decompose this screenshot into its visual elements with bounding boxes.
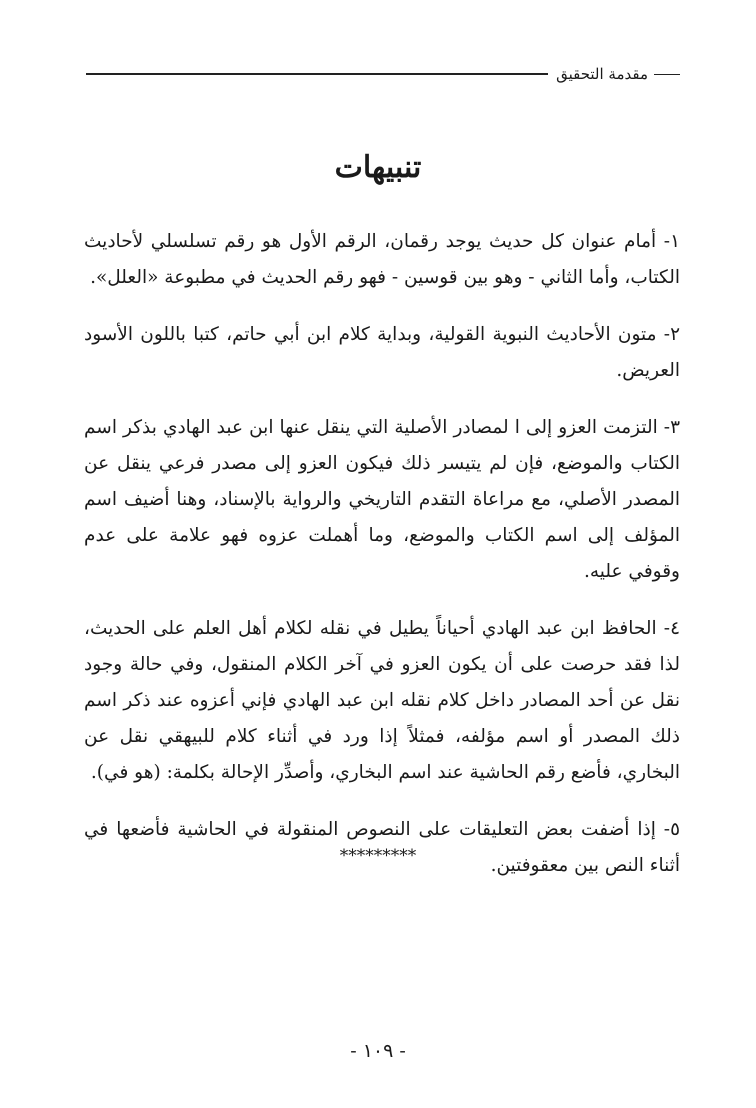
note-5: ٥- إذا أضفت بعض التعليقات على النصوص المنقولة في الحاشية فأضعها في أثناء النص بين معقوفتين. [84,819,680,876]
note-3: ٣- التزمت العزو إلى ا لمصادر الأصلية التي ينقل عنها ابن عبد الهادي بذكر اسم الكتاب والموضع، فإن لم يتيسر ذلك فيكون العزو إلى مصدر فرعي ينقل عن المصدر الأصلي، مع مراعاة التقدم التاريخي والرواية بالإسناد، وهنا أضيف اسم المؤلف إلى اسم الكتاب والموضع، وما أهملت عزوه فهو علامة على عدم وقوفي عليه. [84,417,680,582]
asterisk-separator: ********* [339,846,417,866]
page-number: - ١٠٩ - [350,1040,406,1062]
note-1: ١- أمام عنوان كل حديث يوجد رقمان، الرقم الأول هو رقم تسلسلي لأحاديث الكتاب، وأما الثاني - وهو بين قوسين - فهو رقم الحديث في مطبوعة «العلل». [84,231,680,288]
header-dash [654,74,680,75]
running-title: مقدمة التحقيق [556,65,648,83]
note-2: ٢- متون الأحاديث النبوية القولية، وبداية كلام ابن أبي حاتم، كتبا باللون الأسود العريض. [84,324,680,381]
header-rule [86,73,548,75]
note-4: ٤- الحافظ ابن عبد الهادي أحياناً يطيل في نقله لكلام أهل العلم على الحديث، لذا فقد حرصت على أن يكون العزو في آخر الكلام المنقول، وفي حالة وجود نقل عن أحد المصادر داخل كلام نقله ابن عبد الهادي فإني أعزوه عند ذكر اسم ذلك المصدر أو اسم مؤلفه، فمثلاً إذا ورد في أثناء كلام للبيهقي نقل عن البخاري، فأضع رقم الحاشية عند اسم البخاري، وأصدِّر الإحالة بكلمة: (هو في). [84,618,680,783]
notes-list [84,224,680,905]
section-title: تنبيهات [334,150,422,185]
running-header [86,62,680,86]
